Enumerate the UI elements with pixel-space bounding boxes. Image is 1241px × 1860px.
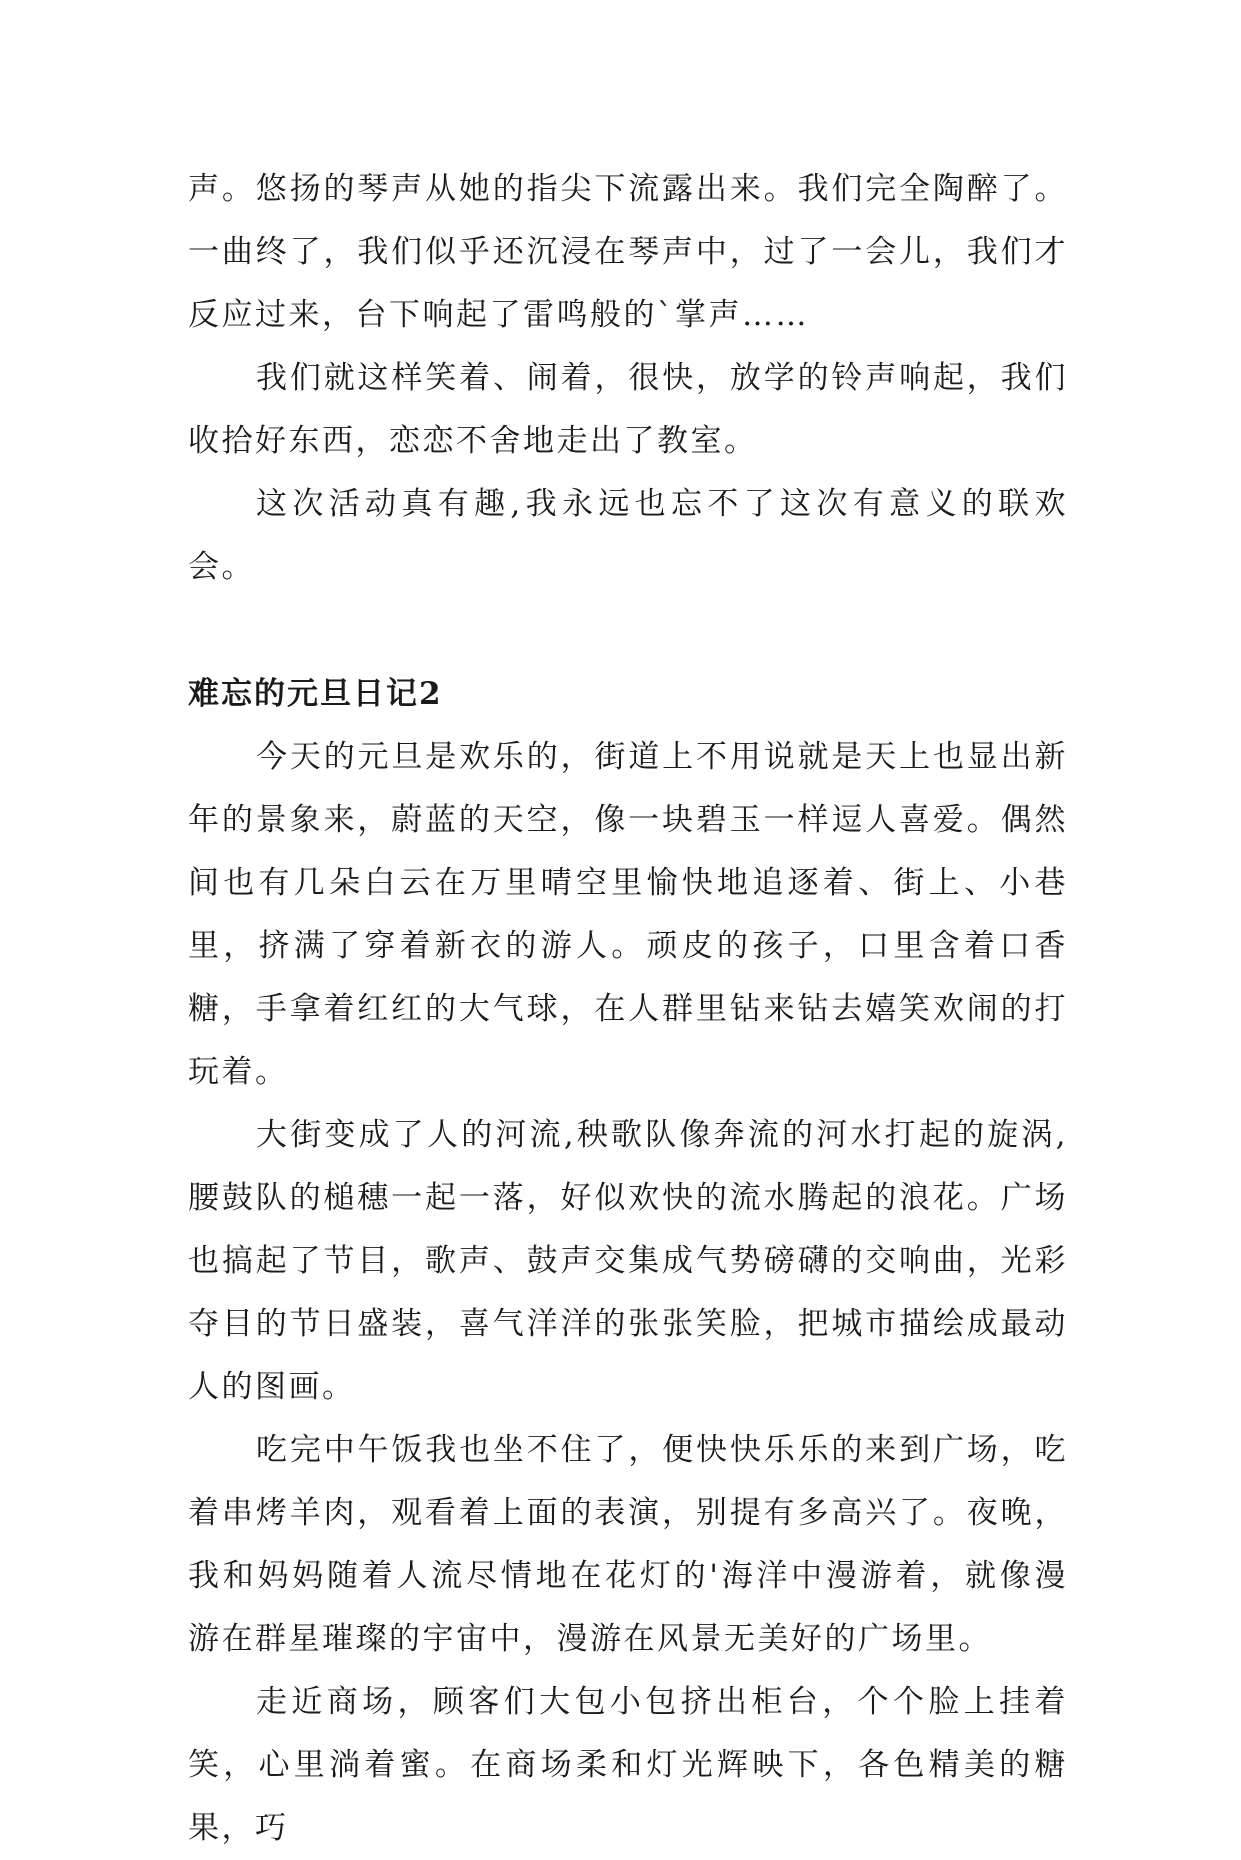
paragraph: 走近商场，顾客们大包小包挤出柜台，个个脸上挂着笑，心里淌着蜜。在商场柔和灯光辉映下，各色精美的糖果，巧 <box>188 1684 1068 1846</box>
paragraph-continued: 声。悠扬的琴声从她的指尖下流露出来。我们完全陶醉了。一曲终了，我们似乎还沉浸在琴声中，过了一会儿，我们才反应过来，台下响起了雷鸣般的`掌声…… <box>188 171 1068 333</box>
section-gap <box>188 599 1068 663</box>
paragraph: 吃完中午饭我也坐不住了，便快快乐乐的来到广场，吃着串烤羊肉，观看着上面的表演，别提有多高兴了。夜晚，我和妈妈随着人流尽情地在花灯的'海洋中漫游着，就像漫游在群星璀璨的宇宙中，漫游在风景无美好的广场里。 <box>188 1432 1068 1657</box>
paragraph: 我们就这样笑着、闹着，很快，放学的铃声响起，我们收拾好东西，恋恋不舍地走出了教室。 <box>188 360 1068 459</box>
paragraph: 大街变成了人的河流,秧歌队像奔流的河水打起的旋涡,腰鼓队的槌穗一起一落，好似欢快的流水腾起的浪花。广场也搞起了节目，歌声、鼓声交集成气势磅礴的交响曲，光彩夺目的节日盛装，喜气洋洋的张张笑脸，把城市描绘成最动人的图画。 <box>188 1117 1068 1405</box>
paragraph: 这次活动真有趣,我永远也忘不了这次有意义的联欢会。 <box>188 486 1068 585</box>
document-page <box>188 158 1068 1860</box>
section-title: 难忘的元旦日记2 <box>188 676 443 712</box>
paragraph: 今天的元旦是欢乐的，街道上不用说就是天上也显出新年的景象来，蔚蓝的天空，像一块碧玉一样逗人喜爱。偶然间也有几朵白云在万里晴空里愉快地追逐着、街上、小巷里，挤满了穿着新衣的游人。顽皮的孩子，口里含着口香糖，手拿着红红的大气球，在人群里钻来钻去嬉笑欢闹的打玩着。 <box>188 739 1068 1090</box>
